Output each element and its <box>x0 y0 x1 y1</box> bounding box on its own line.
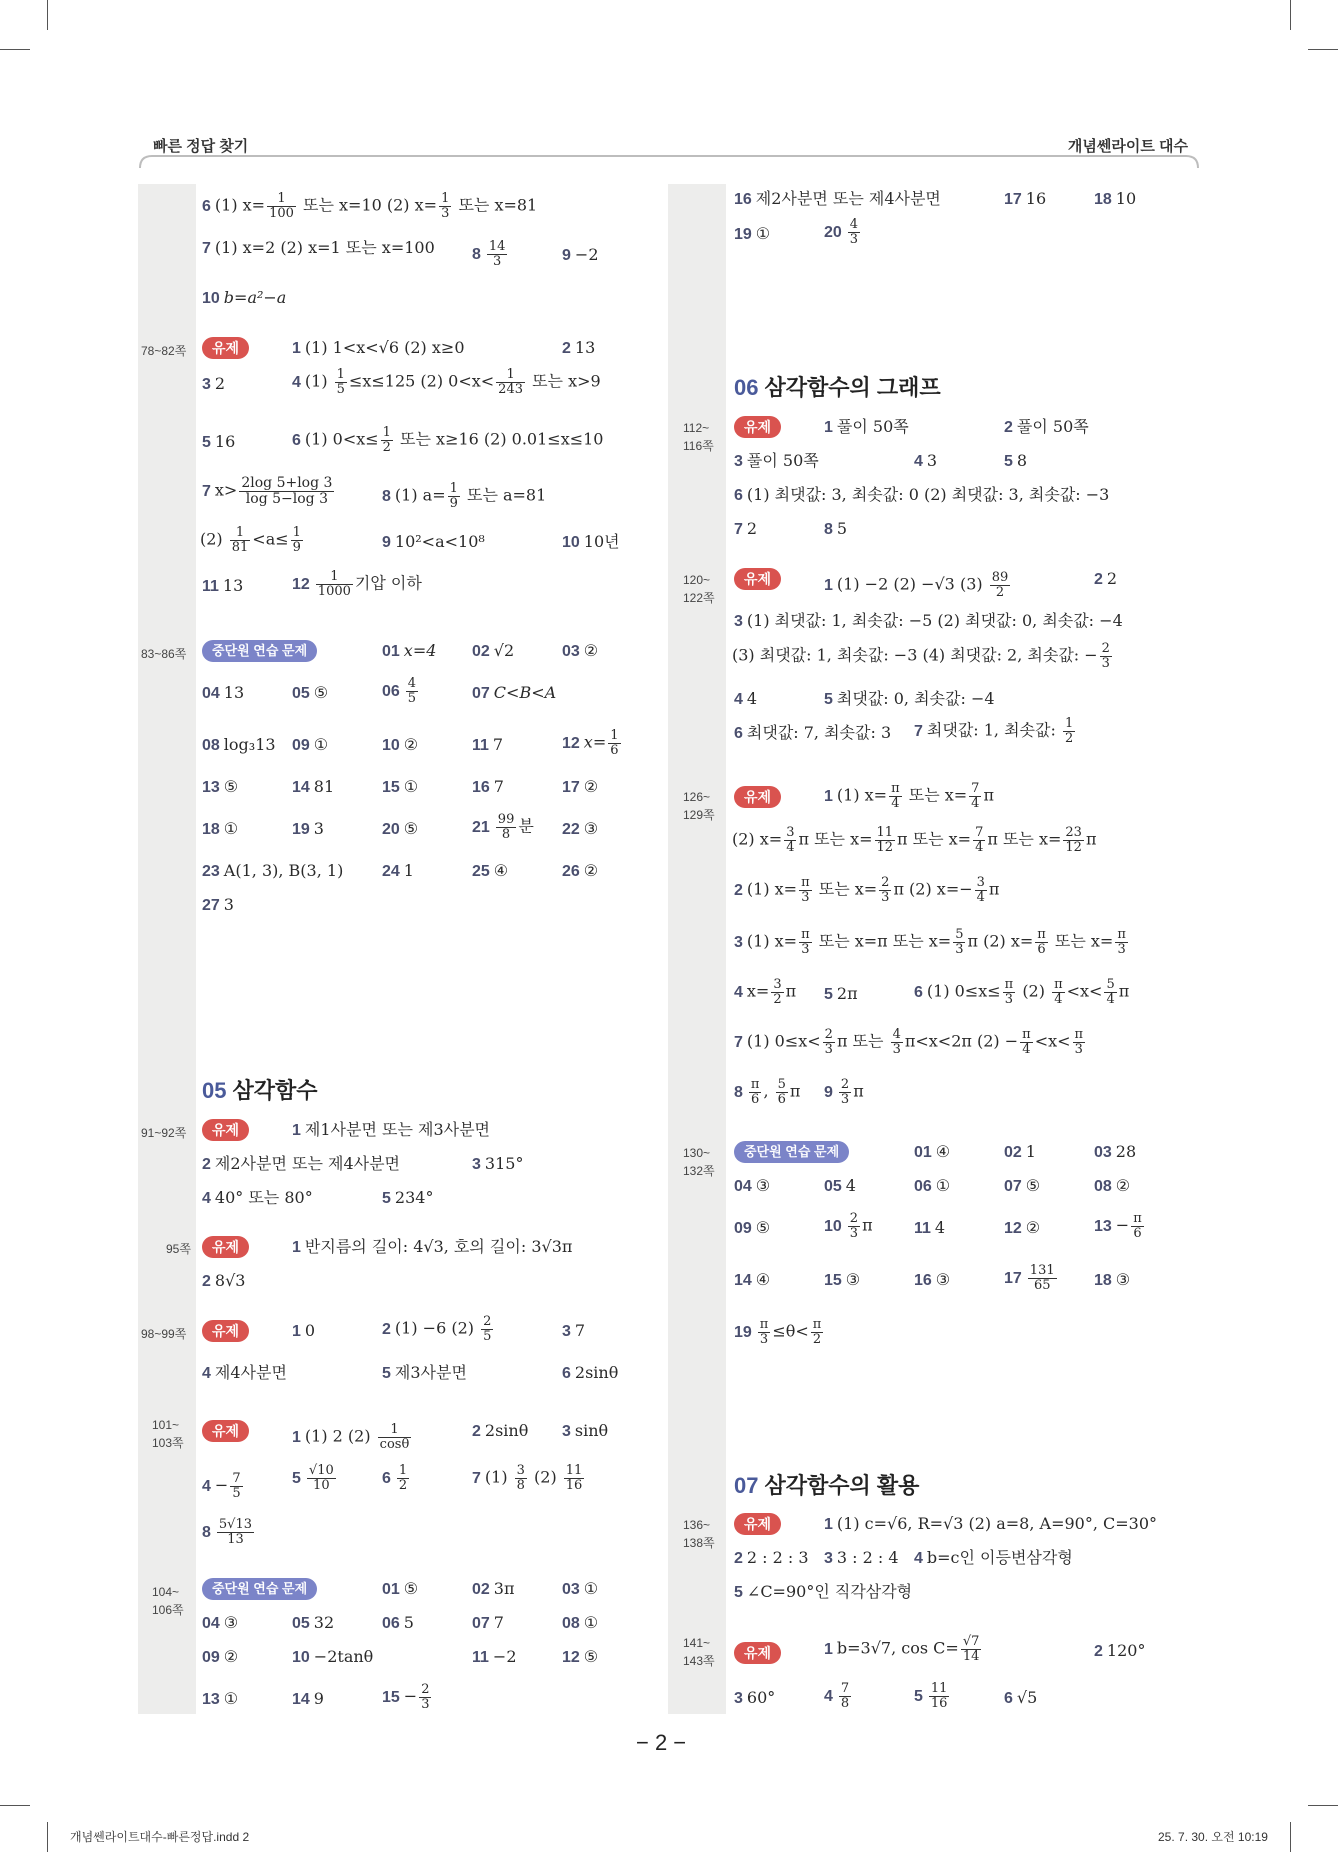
answer-line: 14 ④ 15 ③ 16 ③ 17 $\frac{131}{65}$ 18 ③ <box>734 1263 1131 1293</box>
example-badge: 유제 <box>734 568 781 590</box>
answer-line: 2 8√3 <box>202 1271 246 1290</box>
answer-line: 4 4 5 최댓값: 0, 최솟값: −4 <box>734 689 995 708</box>
page-ref: 126~ <box>683 790 711 804</box>
answer-line: 7 (1) 0≤x< $\frac{2}{3}$ π 또는 $\frac{4}{3}$ π<x<2π (2) − $\frac{\pi}{4}$ <x< $\frac{\pi}{3}$ <box>734 1027 1084 1057</box>
answer-line: 5 ∠C=90°인 직각삼각형 <box>734 1582 913 1601</box>
answer-line: 6 최댓값: 7, 최솟값: 3 7 최댓값: 1, 최솟값: $\frac{1}{2}$ <box>734 716 1074 746</box>
example-badge: 유제 <box>734 416 781 438</box>
answer-line: 4 40° 또는 80° 5 234° <box>202 1188 434 1207</box>
answer-line: 09 ⑤ 10 $\frac{2}{3}$ π 11 4 12 ② 13 − $\frac{\pi}{6}$ <box>734 1211 1142 1241</box>
answer-line: 6 (1) 최댓값: 3, 최솟값: 0 (2) 최댓값: 3, 최솟값: −3 <box>734 485 1110 504</box>
answer-line: 1 0 2 (1) −6 (2) $\frac{2}{5}$ 3 7 <box>292 1314 586 1344</box>
crop-mark <box>1290 0 1291 30</box>
left-column-margin <box>138 184 196 1714</box>
example-badge: 유제 <box>734 1642 781 1664</box>
answer-line: 7 2 8 5 <box>734 519 848 538</box>
page-ref: 83~86쪽 <box>141 647 187 661</box>
crop-mark <box>0 1805 30 1806</box>
crop-mark <box>47 0 48 30</box>
answer-line: 2 2 : 2 : 3 3 3 : 2 : 4 4 b=c인 이등변삼각형 <box>734 1548 1073 1567</box>
answer-line: 5 16 6 (1) 0<x≤ $\frac{1}{2}$ 또는 x≥16 (2) 0.01≤x≤10 <box>202 425 604 455</box>
page-ref: 104~ <box>152 1585 180 1599</box>
answer-line: 1 (1) 1<x<√6 (2) x≥0 2 13 <box>292 338 596 357</box>
crop-mark <box>0 49 30 50</box>
answer-line: 04 ③ 05 4 06 ① 07 ⑤ 08 ② <box>734 1176 1131 1195</box>
answer-line: 1 제1사분면 또는 제3사분면 <box>292 1120 490 1139</box>
answer-line: 4 x= $\frac{3}{2}$ π 5 2π 6 (1) 0≤x≤ $\frac{\pi}{3}$ (2) $\frac{\pi}{4}$ <x< $\frac{5}{4}$ π <box>734 977 1130 1007</box>
footer-filename: 개념쎈라이트대수-빠른정답.indd 2 <box>70 1830 250 1844</box>
answer-line: 04 13 05 ⑤ 06 $\frac{4}{5}$ 07 C<B<A <box>202 676 557 706</box>
header-left-title: 빠른 정답 찾기 <box>153 138 249 155</box>
answer-line: 8 $\frac{5√13}{13}$ <box>202 1517 253 1547</box>
header-right-title: 개념쎈라이트 대수 <box>1067 138 1188 155</box>
answer-line: 11 13 12 $\frac{1}{1000}$ 기압 이하 <box>202 569 422 599</box>
answer-line: 09 ② 10 −2tanθ 11 −2 12 ⑤ <box>202 1647 599 1666</box>
answer-line: 01 x=4 02 √2 03 ② <box>382 641 599 660</box>
right-column-margin <box>668 184 726 1714</box>
answer-line: 19 $\frac{\pi}{3}$ ≤θ< $\frac{\pi}{2}$ <box>734 1317 822 1347</box>
answer-line: 2 제2사분면 또는 제4사분면 3 315° <box>202 1154 524 1173</box>
header-rule <box>138 150 1200 170</box>
answer-line: 3 60° 4 $\frac{7}{8}$ 5 $\frac{11}{16}$ 6 √5 <box>734 1681 1038 1711</box>
example-badge: 유제 <box>734 1513 781 1535</box>
answer-line: 1 (1) c=√6, R=√3 (2) a=8, A=90°, C=30° <box>824 1514 1158 1533</box>
answer-line: 13 ⑤ 14 81 15 ① 16 7 17 ② <box>202 777 599 796</box>
page-ref: 91~92쪽 <box>141 1126 187 1140</box>
example-badge: 유제 <box>202 1320 249 1342</box>
page-ref: 141~ <box>683 1636 711 1650</box>
page-ref: 112~ <box>683 421 710 435</box>
footer-timestamp: 25. 7. 30. 오전 10:19 <box>1158 1830 1268 1844</box>
page-ref: 130~ <box>683 1146 711 1160</box>
example-badge: 유제 <box>202 1119 249 1141</box>
answer-line: (2) $\frac{1}{81}$ <a≤ $\frac{1}{9}$ 9 10²<a<10⁸ 10 10년 <box>200 525 620 555</box>
answer-line: 3 2 4 (1) $\frac{1}{5}$ ≤x≤125 (2) 0<x< $\frac{1}{243}$ 또는 x>9 <box>202 367 601 397</box>
answer-line: 3 (1) 최댓값: 1, 최솟값: −5 (2) 최댓값: 0, 최솟값: −4 <box>734 611 1123 630</box>
answer-line: 3 (1) x= $\frac{\pi}{3}$ 또는 x=π 또는 x= $\frac{5}{3}$ π (2) x= $\frac{\pi}{6}$ 또는 x= $\frac{\pi}{3}$ <box>734 927 1126 957</box>
example-badge: 유제 <box>202 1420 249 1442</box>
answer-line: 04 ③ 05 32 06 5 07 7 08 ① <box>202 1613 599 1632</box>
answer-line: 1 (1) 2 (2) $\frac{1}{\cos\theta}$ 2 2sinθ 3 sinθ <box>292 1421 609 1452</box>
example-badge: 유제 <box>734 786 781 808</box>
page-ref: 98~99쪽 <box>141 1327 187 1341</box>
answer-line: 6 (1) x= $\frac{1}{100}$ 또는 x=10 (2) x= $\frac{1}{3}$ 또는 x=81 <box>202 191 538 221</box>
page-ref: 106쪽 <box>152 1603 184 1617</box>
crop-mark <box>1290 1822 1291 1852</box>
answer-line: (3) 최댓값: 1, 최솟값: −3 (4) 최댓값: 2, 최솟값: − $\frac{2}{3}$ <box>732 641 1110 671</box>
answer-line: 16 제2사분면 또는 제4사분면 17 16 18 10 <box>734 189 1137 208</box>
answer-line: 08 log₃13 09 ① 10 ② 11 7 12 x= $\frac{1}{6}$ <box>202 728 619 758</box>
page-ref: 103쪽 <box>152 1436 184 1450</box>
answer-line: 13 ① 14 9 15 − $\frac{2}{3}$ <box>202 1682 430 1712</box>
answer-line: 10 b=a²−a <box>202 288 287 307</box>
answer-line: 1 반지름의 길이: 4√3, 호의 길이: 3√3π <box>292 1237 573 1256</box>
answer-line: 1 b=3√7, cos C= $\frac{√7}{14}$ 2 120° <box>824 1634 1146 1664</box>
answer-line: 23 A(1, 3), B(3, 1) 24 1 25 ④ 26 ② <box>202 861 599 880</box>
review-badge: 중단원 연습 문제 <box>202 640 317 662</box>
answer-line: (2) x= $\frac{3}{4}$ π 또는 x= $\frac{11}{12}$ π 또는 x= $\frac{7}{4}$ π 또는 x= $\frac{23}{12}$ π <box>732 825 1097 855</box>
section-title-05: 05 삼각함수 <box>202 1078 318 1103</box>
answer-line: 7 x> $\frac{2\log 5+\log 3}{\log 5-\log 3}$ 8 (1) a= $\frac{1}{9}$ 또는 a=81 <box>202 475 547 511</box>
review-badge: 중단원 연습 문제 <box>734 1141 849 1163</box>
page-ref: 95쪽 <box>166 1242 191 1256</box>
answer-line: 18 ① 19 3 20 ⑤ 21 $\frac{99}{8}$ 분 22 ③ <box>202 812 599 842</box>
answer-line: 19 ① 20 $\frac{4}{3}$ <box>734 217 859 247</box>
answer-line: 01 ④ 02 1 03 28 <box>914 1142 1137 1161</box>
page-ref: 120~ <box>683 573 711 587</box>
page-ref: 129쪽 <box>683 808 715 822</box>
section-title-06: 06 삼각함수의 그래프 <box>734 375 941 400</box>
answer-line: 27 3 <box>202 895 234 914</box>
page-ref: 122쪽 <box>683 591 715 605</box>
crop-mark <box>1308 49 1338 50</box>
crop-mark <box>1308 1805 1338 1806</box>
answer-line: 2 (1) x= $\frac{\pi}{3}$ 또는 x= $\frac{2}{3}$ π (2) x=− $\frac{3}{4}$ π <box>734 875 1000 905</box>
page-ref: 78~82쪽 <box>141 344 187 358</box>
page-ref: 132쪽 <box>683 1164 715 1178</box>
answer-line: 3 풀이 50쪽 4 3 5 8 <box>734 451 1028 470</box>
example-badge: 유제 <box>202 337 249 359</box>
example-badge: 유제 <box>202 1236 249 1258</box>
answer-line: 1 (1) x= $\frac{\pi}{4}$ 또는 x= $\frac{7}{4}$ π <box>824 781 994 811</box>
crop-mark <box>47 1822 48 1852</box>
review-badge: 중단원 연습 문제 <box>202 1578 317 1600</box>
page-ref: 143쪽 <box>683 1654 715 1668</box>
page-ref: 101~ <box>152 1418 180 1432</box>
answer-line: 1 풀이 50쪽 2 풀이 50쪽 <box>824 417 1089 436</box>
page-number: − 2 − <box>636 1730 687 1755</box>
answer-line: 4 − $\frac{7}{5}$ 5 $\frac{√10}{10}$ 6 $\frac{1}{2}$ 7 (1) $\frac{3}{8}$ (2) $\frac{11}{16}$ <box>202 1463 583 1501</box>
page-ref: 138쪽 <box>683 1536 715 1550</box>
answer-line: 01 ⑤ 02 3π 03 ① <box>382 1579 599 1598</box>
answer-line: 7 (1) x=2 (2) x=1 또는 x=100 8 $\frac{14}{3}$ 9 −2 <box>202 238 599 269</box>
page-ref: 116쪽 <box>683 439 714 453</box>
answer-line: 4 제4사분면 5 제3사분면 6 2sinθ <box>202 1363 619 1382</box>
section-title-07: 07 삼각함수의 활용 <box>734 1473 920 1498</box>
page-ref: 136~ <box>683 1518 711 1532</box>
answer-line: 1 (1) −2 (2) −√3 (3) $\frac{89}{2}$ 2 2 <box>824 569 1118 600</box>
answer-line: 8 $\frac{\pi}{6}$ , $\frac{5}{6}$ π 9 $\frac{2}{3}$ π <box>734 1077 864 1107</box>
